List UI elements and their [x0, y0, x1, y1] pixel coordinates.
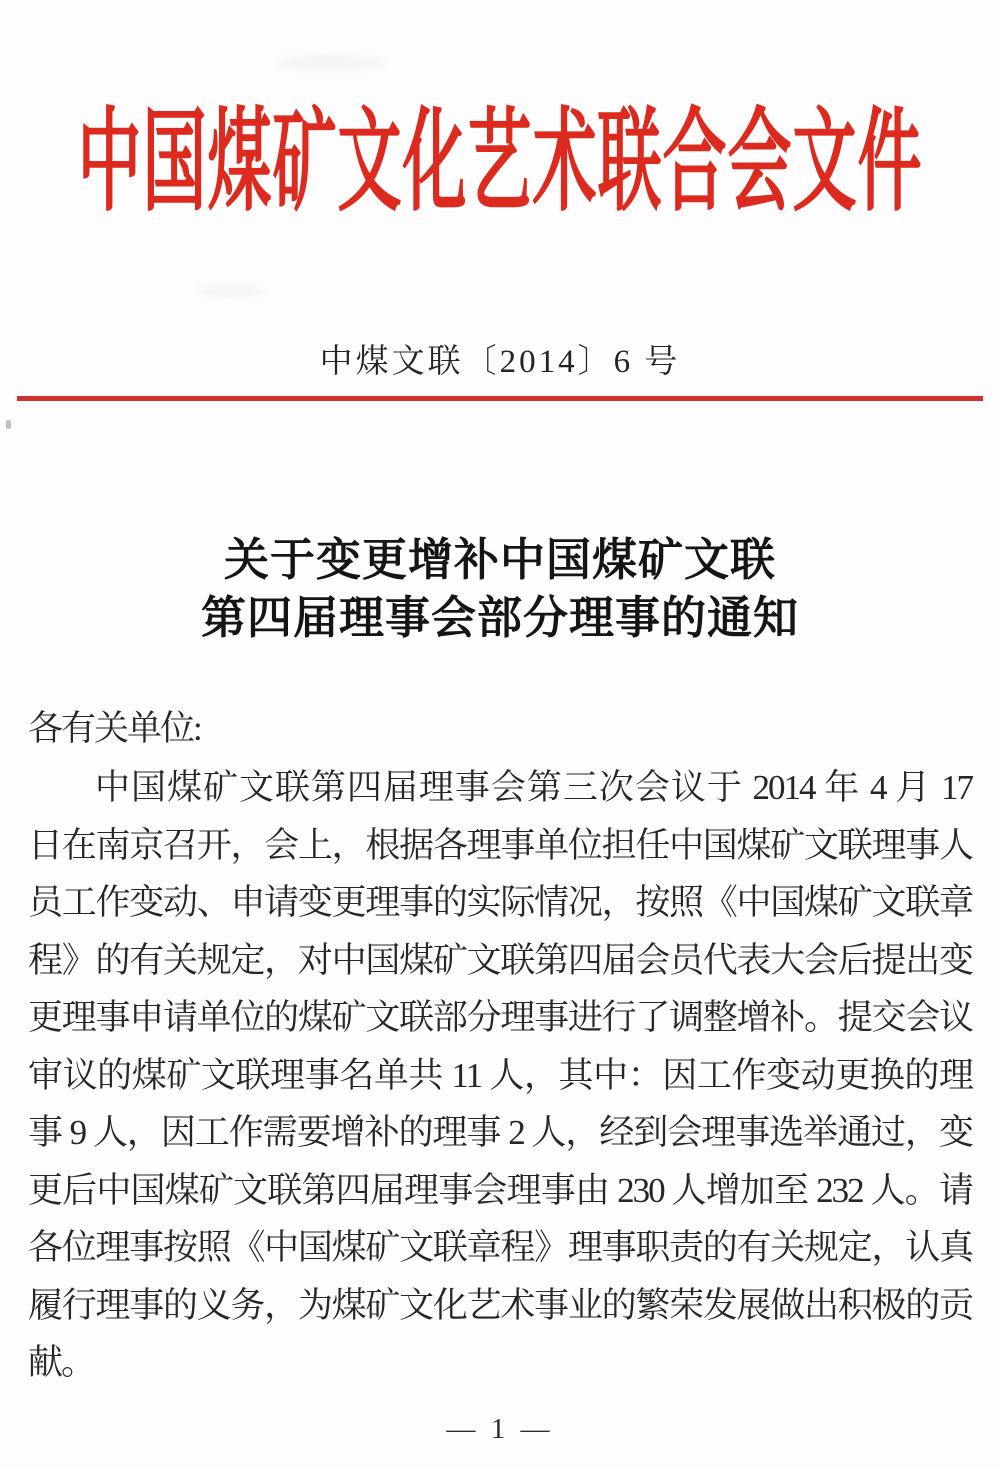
document-title-line2: 第四届理事会部分理事的通知: [200, 593, 799, 643]
red-divider-line: [17, 396, 983, 401]
scan-speck: [6, 420, 11, 429]
body-line: 审议的煤矿文联理事名单共 11 人，其中：因工作变动更换的理: [28, 1055, 972, 1095]
document-title-line1: 关于变更增补中国煤矿文联: [223, 535, 776, 585]
body-line: 更后中国煤矿文联第四届理事会理事由 230 人增加至 232 人。请: [28, 1170, 972, 1210]
body-line: 事 9 人，因工作需要增补的理事 2 人，经到会理事选举通过，变: [28, 1113, 972, 1152]
body-line: 日在南京召开，会上，根据各理事单位担任中国煤矿文联理事人: [28, 825, 972, 865]
letterhead-title: 中国煤矿文化艺术联合会文件: [77, 100, 923, 225]
body-line: 更理事申请单位的煤矿文联部分理事进行了调整增补。提交会议: [28, 998, 972, 1037]
body-line: 献。: [28, 1343, 95, 1382]
body-line: 各位理事按照《中国煤矿文联章程》理事职责的有关规定，认真: [28, 1228, 972, 1267]
body-line: 中国煤矿文联第四届理事会第三次会议于 2014 年 4 月 17: [95, 768, 972, 807]
document-title: [0, 531, 1000, 647]
body-line: 程》的有关规定，对中国煤矿文联第四届会员代表大会后提出变: [28, 940, 972, 980]
page-number: — 1 —: [446, 1413, 554, 1445]
document-body: [0, 699, 1000, 1392]
salutation: 各有关单位:: [28, 709, 201, 748]
body-line: 员工作变动、申请变更理事的实际情况，按照《中国煤矿文联章: [28, 883, 972, 922]
document-number: 中煤文联〔2014〕6 号: [319, 344, 681, 380]
body-line: 履行理事的义务，为煤矿文化艺术事业的繁荣发展做出积极的贡: [28, 1285, 972, 1325]
